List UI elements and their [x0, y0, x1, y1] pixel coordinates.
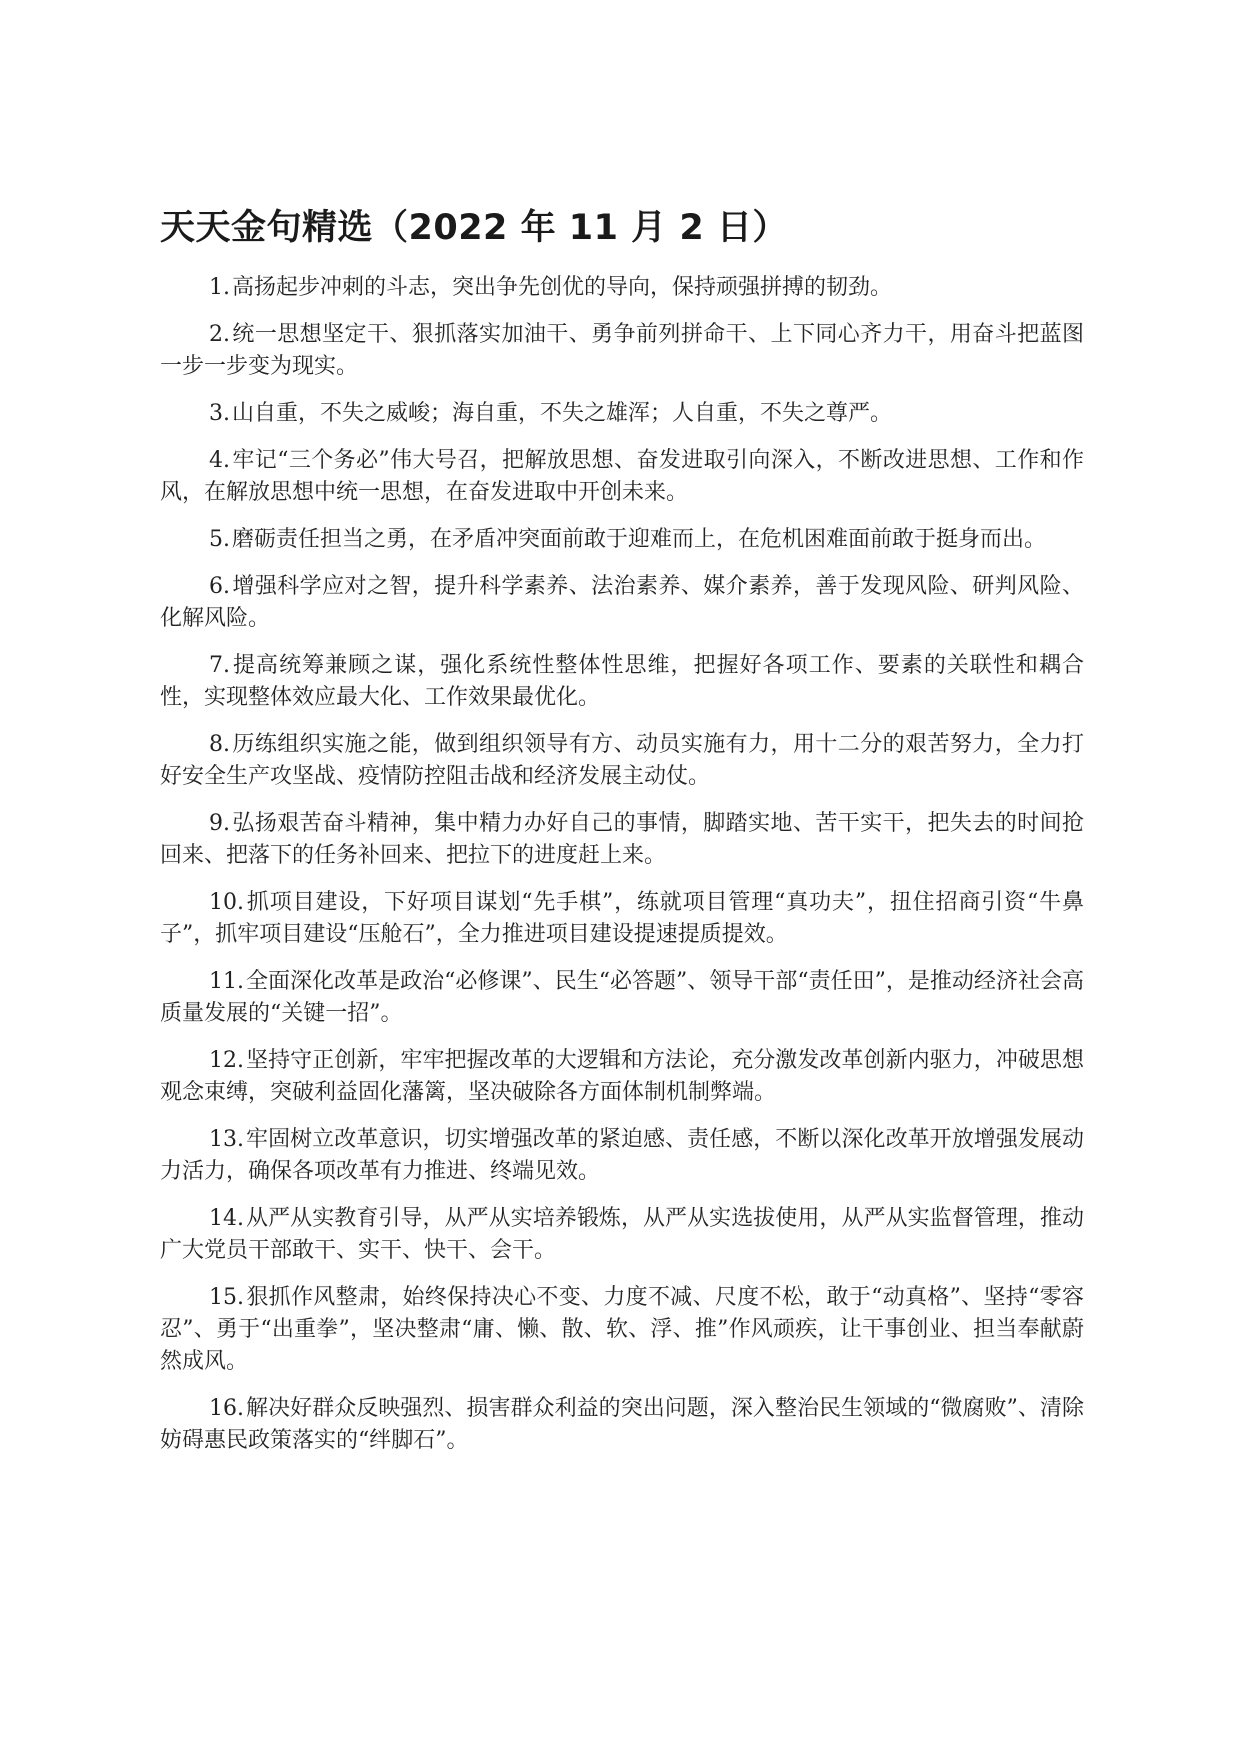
quote-number: 10.	[209, 890, 244, 915]
quote-item-9	[160, 808, 1084, 872]
quote-number: 2.	[209, 322, 230, 347]
quote-number: 11.	[209, 969, 244, 994]
quote-number: 4.	[209, 448, 230, 473]
quote-number: 7.	[209, 653, 230, 678]
quote-item-8	[160, 729, 1084, 793]
quote-item-2	[160, 319, 1084, 383]
quote-item-4	[160, 445, 1084, 509]
quote-item-11	[160, 966, 1084, 1030]
quote-item-16	[160, 1393, 1084, 1457]
quote-item-3	[160, 398, 1084, 430]
quote-text: 抓项目建设，下好项目谋划“先手棋”，练就项目管理“真功夫”，扭住招商引资“牛鼻子”，抓牢项目建设“压舱石”，全力推进项目建设提速提质提效。	[160, 890, 1084, 947]
quote-number: 15.	[209, 1285, 244, 1310]
quote-item-13	[160, 1124, 1084, 1188]
quote-item-14	[160, 1203, 1084, 1267]
quote-text: 高扬起步冲刺的斗志，突出争先创优的导向，保持顽强拼搏的韧劲。	[232, 275, 893, 300]
quote-text: 解决好群众反映强烈、损害群众利益的突出问题，深入整治民生领域的“微腐败”、清除妨碍惠民政策落实的“绊脚石”。	[160, 1396, 1084, 1453]
quote-item-5	[160, 524, 1084, 556]
quote-number: 14.	[209, 1206, 244, 1231]
quote-number: 1.	[209, 275, 230, 300]
quote-list	[160, 272, 1084, 1472]
quote-text: 提高统筹兼顾之谋，强化系统性整体性思维，把握好各项工作、要素的关联性和耦合性，实现整体效应最大化、工作效果最优化。	[160, 653, 1084, 710]
quote-text: 磨砺责任担当之勇，在矛盾冲突面前敢于迎难而上，在危机困难面前敢于挺身而出。	[232, 527, 1047, 552]
quote-number: 3.	[209, 401, 230, 426]
quote-text: 牢记“三个务必”伟大号召，把解放思想、奋发进取引向深入，不断改进思想、工作和作风，在解放思想中统一思想，在奋发进取中开创未来。	[160, 448, 1084, 505]
quote-text: 狠抓作风整肃，始终保持决心不变、力度不减、尺度不松，敢于“动真格”、坚持“零容忍”、勇于“出重拳”，坚决整肃“庸、懒、散、软、浮、推”作风顽疾，让干事创业、担当奉献蔚然成风。	[160, 1285, 1084, 1374]
quote-text: 弘扬艰苦奋斗精神，集中精力办好自己的事情，脚踏实地、苦干实干，把失去的时间抢回来、把落下的任务补回来、把拉下的进度赶上来。	[160, 811, 1084, 868]
page-title: 天天金句精选（2022 年 11 月 2 日）	[160, 208, 788, 248]
quote-text: 山自重，不失之威峻；海自重，不失之雄浑；人自重，不失之尊严。	[232, 401, 893, 426]
quote-number: 16.	[209, 1396, 244, 1421]
quote-item-12	[160, 1045, 1084, 1109]
quote-number: 12.	[209, 1048, 244, 1073]
quote-text: 全面深化改革是政治“必修课”、民生“必答题”、领导干部“责任田”，是推动经济社会高质量发展的“关键一招”。	[160, 969, 1084, 1026]
quote-text: 从严从实教育引导，从严从实培养锻炼，从严从实选拔使用，从严从实监督管理，推动广大党员干部敢干、实干、快干、会干。	[160, 1206, 1084, 1263]
quote-number: 13.	[209, 1127, 244, 1152]
quote-text: 坚持守正创新，牢牢把握改革的大逻辑和方法论，充分激发改革创新内驱力，冲破思想观念束缚，突破利益固化藩篱，坚决破除各方面体制机制弊端。	[160, 1048, 1084, 1105]
quote-text: 历练组织实施之能，做到组织领导有方、动员实施有力，用十二分的艰苦努力，全力打好安全生产攻坚战、疫情防控阻击战和经济发展主动仗。	[160, 732, 1084, 789]
quote-number: 9.	[209, 811, 230, 836]
quote-number: 8.	[209, 732, 230, 757]
quote-item-15	[160, 1282, 1084, 1378]
quote-item-6	[160, 571, 1084, 635]
quote-number: 5.	[209, 527, 230, 552]
quote-text: 统一思想坚定干、狠抓落实加油干、勇争前列拼命干、上下同心齐力干，用奋斗把蓝图一步一步变为现实。	[160, 322, 1084, 379]
quote-number: 6.	[209, 574, 230, 599]
quote-item-1	[160, 272, 1084, 304]
quote-item-7	[160, 650, 1084, 714]
quote-item-10	[160, 887, 1084, 951]
quote-text: 增强科学应对之智，提升科学素养、法治素养、媒介素养，善于发现风险、研判风险、化解风险。	[160, 574, 1084, 631]
quote-text: 牢固树立改革意识，切实增强改革的紧迫感、责任感，不断以深化改革开放增强发展动力活力，确保各项改革有力推进、终端见效。	[160, 1127, 1084, 1184]
